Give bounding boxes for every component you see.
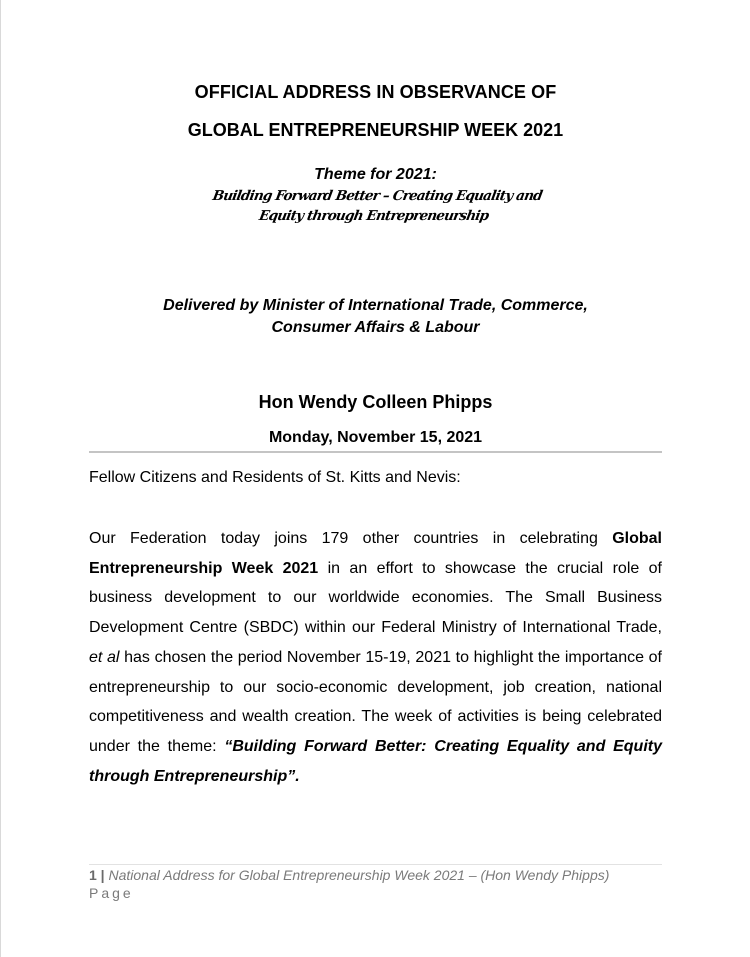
page-footer	[89, 866, 662, 902]
para-text-1: Our Federation today joins 179 other countries in celebrating	[89, 530, 613, 547]
delivered-by	[89, 295, 662, 339]
header-divider	[89, 451, 662, 453]
body-paragraph	[89, 524, 662, 791]
theme-line2: Equity through Entrepreneurship	[257, 208, 490, 224]
footer-page-number: 1	[89, 867, 97, 883]
theme-line1: Building Forward Better – Creating Equality and	[211, 188, 544, 204]
theme-label: Theme for 2021:	[314, 166, 437, 183]
address-title-line1: OFFICIAL ADDRESS IN OBSERVANCE OF	[194, 82, 557, 102]
footer-doc-title: National Address for Global Entrepreneurship Week 2021 – (Hon Wendy Phipps)	[108, 867, 610, 883]
page-edge-line	[0, 0, 1, 957]
delivered-line1: Delivered by Minister of International Trade, Commerce,	[163, 297, 588, 314]
footer-page-word: Page	[89, 885, 134, 901]
speaker-name: Hon Wendy Colleen Phipps	[258, 392, 493, 412]
para-text-2: in an effort to showcase the crucial role of business development to our worldwide economies. The Small Business Development Centre (SBDC) within our Federal Ministry of International Trade,	[89, 559, 663, 637]
delivered-line2: Consumer Affairs & Labour	[271, 319, 480, 336]
footer-separator: |	[96, 867, 109, 883]
para-bold-event: Global Entrepreneurship Week 2021	[89, 530, 662, 577]
theme-text	[145, 186, 605, 226]
para-italic-etal: et al	[89, 648, 120, 666]
para-theme-quote: “Building Forward Better: Creating Equality and Equity through Entrepreneurship”.	[89, 737, 662, 785]
salutation: Fellow Citizens and Residents of St. Kitts and Nevis:	[89, 469, 461, 486]
para-text-3: has chosen the period November 15-19, 2021 to highlight the importance of entrepreneurship to our socio-economic development, job creation, national competitiveness and wealth creation. The week of activities is being celebrated under the theme:	[89, 648, 662, 755]
address-date: Monday, November 15, 2021	[268, 429, 483, 446]
footer-divider	[89, 864, 662, 865]
address-title-line2: GLOBAL ENTREPRENEURSHIP WEEK 2021	[187, 120, 564, 140]
